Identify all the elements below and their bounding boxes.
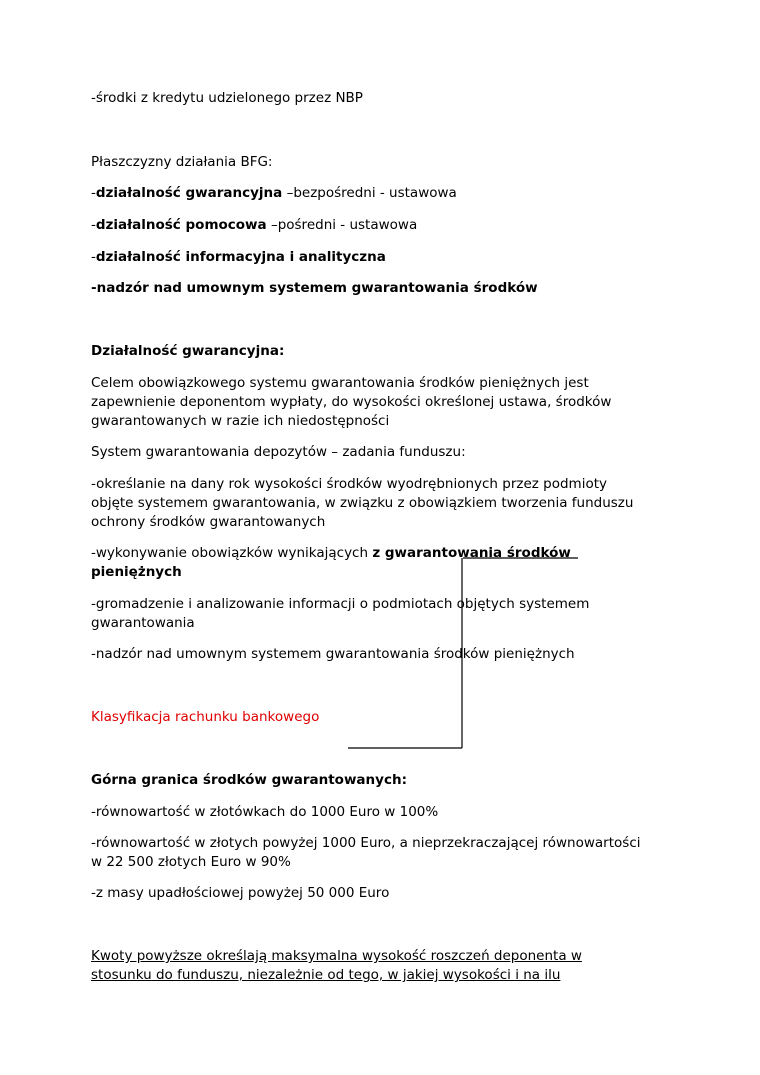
plane-dash: - xyxy=(91,217,96,233)
plane-bold: działalność pomocowa xyxy=(95,217,267,233)
plane-dash: - xyxy=(91,249,96,265)
plane-bold: działalność informacyjna i analityczna xyxy=(95,249,386,265)
nbp-credit-line: -środki z kredytu udzielonego przez NBP xyxy=(91,90,363,106)
planes-heading: Płaszczyzny działania BFG: xyxy=(91,154,273,170)
task3-line-1: -gromadzenie i analizowanie informacji o podmiotach objętych systemem xyxy=(91,596,590,612)
purpose-line-1: Celem obowiązkowego systemu gwarantowania środków pieniężnych jest xyxy=(91,375,589,391)
plane-bold: -nadzór nad umownym systemem gwarantowania środków xyxy=(91,280,538,296)
task2-normal: -wykonywanie obowiązków wynikających xyxy=(91,545,373,561)
plane-bold: działalność gwarancyjna xyxy=(95,185,283,201)
task1-line-2: objęte systemem gwarantowania, w związku z obowiązkiem tworzenia funduszu xyxy=(91,495,634,511)
final-line-1: Kwoty powyższe określają maksymalna wysokość roszczeń deponenta w xyxy=(91,948,582,964)
task3-line-2: gwarantowania xyxy=(91,615,195,631)
task2-line-2: pieniężnych xyxy=(91,564,182,580)
limit2-line-2: w 22 500 złotych Euro w 90% xyxy=(91,854,291,870)
classification-link: Klasyfikacja rachunku bankowego xyxy=(91,709,320,725)
task1-line-3: ochrony środków gwarantowanych xyxy=(91,514,326,530)
plane-supervision xyxy=(91,279,538,297)
plane-assistance xyxy=(91,216,417,234)
final-line-2: stosunku do funduszu, niezależnie od tego, w jakiej wysokości i na ilu xyxy=(91,967,561,983)
plane-information xyxy=(91,248,386,266)
limit3-line: -z masy upadłościowej powyżej 50 000 Euro xyxy=(91,885,390,901)
limit1-line: -równowartość w złotówkach do 1000 Euro w 100% xyxy=(91,804,439,820)
limit-heading: Górna granica środków gwarantowanych: xyxy=(91,772,407,788)
guarantee-heading: Działalność gwarancyjna: xyxy=(91,343,285,359)
plane-guarantee xyxy=(91,184,457,202)
limit2-line-1: -równowartość w złotych powyżej 1000 Euro, a nieprzekraczającej równowartości xyxy=(91,835,641,851)
plane-dash: - xyxy=(91,185,96,201)
purpose-line-2: zapewnienie deponentom wypłaty, do wysokości określonej ustawa, środków xyxy=(91,394,612,410)
task2-bold: z gwarantowania środków xyxy=(372,545,571,561)
task2-line-1 xyxy=(91,544,571,562)
task1-line-1: -określanie na dany rok wysokości środków wyodrębnionych przez podmioty xyxy=(91,476,607,492)
plane-rest: –pośredni - ustawowa xyxy=(266,217,418,233)
purpose-line-3: gwarantowanych w razie ich niedostępności xyxy=(91,413,390,429)
task4-line: -nadzór nad umownym systemem gwarantowania środków pieniężnych xyxy=(91,646,575,662)
system-heading: System gwarantowania depozytów – zadania funduszu: xyxy=(91,444,466,460)
plane-rest: –bezpośredni - ustawowa xyxy=(282,185,457,201)
